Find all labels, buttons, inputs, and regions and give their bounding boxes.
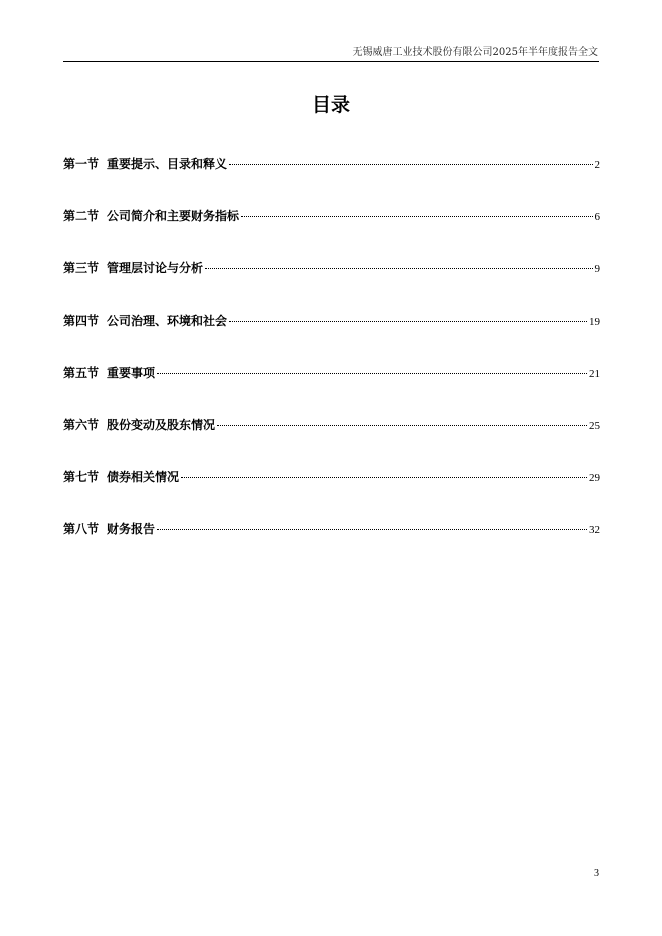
toc-page-number: 19 bbox=[589, 315, 600, 328]
toc-dot-leader bbox=[229, 164, 592, 165]
toc-heading: 重要提示、目录和释义 bbox=[107, 157, 228, 171]
page-title: 目录 bbox=[311, 94, 350, 116]
toc-dot-leader bbox=[157, 529, 587, 530]
toc-page-number: 6 bbox=[594, 211, 600, 224]
toc-heading: 股份变动及股东情况 bbox=[107, 417, 216, 432]
toc-section-number: 第二节 bbox=[63, 209, 100, 224]
toc-section-number: 第五节 bbox=[63, 365, 100, 380]
toc-dot-leader bbox=[157, 373, 587, 374]
toc-heading: 债券相关情况 bbox=[107, 470, 180, 485]
toc-dot-leader bbox=[229, 321, 587, 322]
toc-page-number: 29 bbox=[589, 472, 600, 485]
toc-dot-leader bbox=[205, 268, 592, 269]
toc-entry[interactable] bbox=[63, 467, 600, 519]
header-divider bbox=[63, 61, 599, 62]
toc-entry[interactable] bbox=[63, 311, 600, 363]
toc-dot-leader bbox=[181, 477, 587, 478]
toc-dot-leader bbox=[217, 425, 587, 426]
toc-page-number: 2 bbox=[594, 159, 600, 171]
toc-page-number: 32 bbox=[589, 524, 600, 537]
toc-heading: 公司简介和主要财务指标 bbox=[107, 209, 240, 224]
toc-entry[interactable] bbox=[63, 519, 600, 571]
toc-entry[interactable] bbox=[63, 258, 600, 310]
table-of-contents bbox=[63, 154, 600, 572]
toc-page-number: 9 bbox=[594, 263, 600, 276]
toc-dot-leader bbox=[241, 216, 592, 217]
toc-section-number: 第一节 bbox=[63, 157, 100, 171]
toc-entry[interactable] bbox=[63, 206, 600, 258]
toc-entry[interactable] bbox=[63, 363, 600, 415]
toc-section-number: 第三节 bbox=[63, 261, 100, 276]
toc-entry[interactable] bbox=[63, 154, 600, 206]
toc-section-number: 第六节 bbox=[63, 417, 100, 432]
toc-page-number: 21 bbox=[589, 367, 600, 380]
toc-page-number: 25 bbox=[589, 419, 600, 432]
toc-heading: 管理层讨论与分析 bbox=[107, 261, 204, 276]
running-header: 无锡威唐工业技术股份有限公司2025年半年度报告全文 bbox=[352, 47, 598, 58]
toc-section-number: 第四节 bbox=[63, 313, 100, 328]
toc-section-number: 第八节 bbox=[63, 522, 100, 537]
toc-entry[interactable] bbox=[63, 415, 600, 467]
toc-heading: 财务报告 bbox=[107, 522, 156, 537]
toc-heading: 重要事项 bbox=[107, 365, 156, 380]
toc-heading: 公司治理、环境和社会 bbox=[107, 313, 228, 328]
toc-section-number: 第七节 bbox=[63, 470, 100, 485]
page-number: 3 bbox=[594, 868, 599, 879]
